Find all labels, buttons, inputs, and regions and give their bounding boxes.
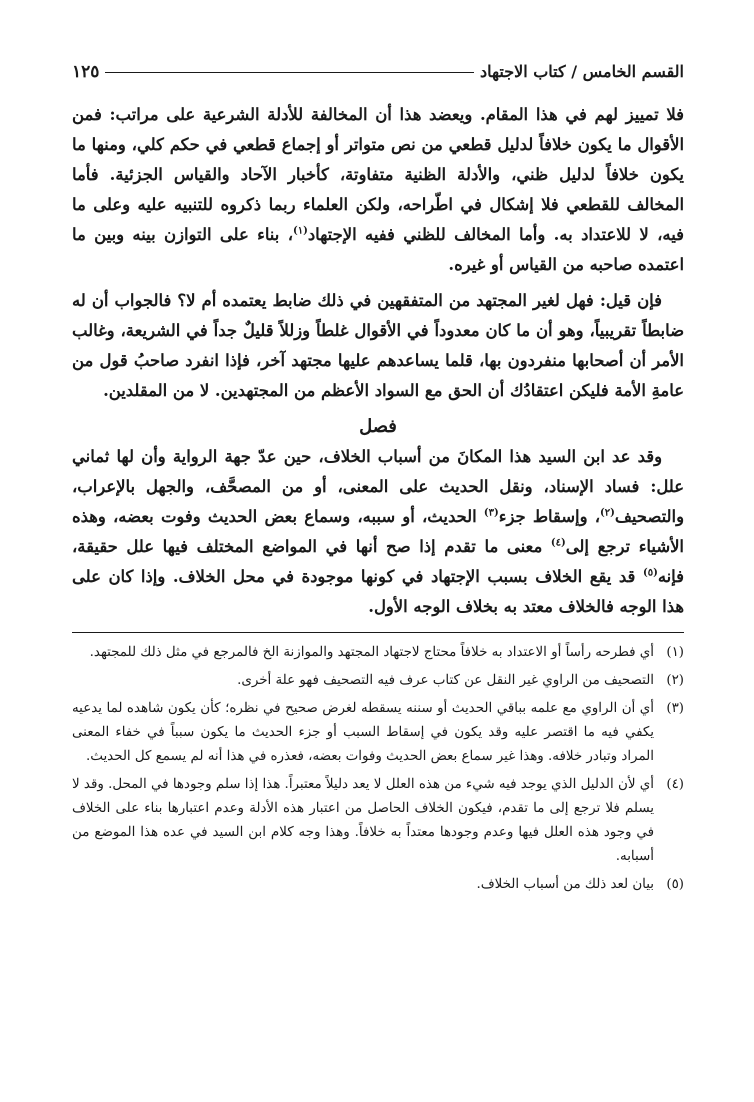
footnote-number: (٤) (666, 777, 684, 792)
footnote (72, 873, 684, 897)
footnote (72, 669, 684, 693)
paragraph (72, 442, 684, 622)
paragraph-text: فإن قيل: فهل لغير المجتهد من المتفقهين في ذلك ضابط يعتمده أم لا؟ فالجواب أن له ضابطاً تقريبياً، وهو أن ما كان معدوداً في الأقوال غلطاً وزللاً قليلٌ جداً في الشريعة، وغالب الأمر أن أصحابها منفردون بها، قلما يساعدهم عليها مجتهد آخر، فإذا انفرد صاحبُ قول من عامةِ الأمة فليكن اعتقادُك أن الحق مع السواد الأعظم من المجتهدين. لا من المقلدين. (72, 291, 684, 400)
paragraph-text: معنى ما تقدم إذا صح أنها في المواضع المختلف فيها علل حقيقة، فإنه (72, 537, 684, 586)
paragraph-text: الحديث، أو سببه، وسماع بعض الحديث وفوت بعضه، وهذه الأشياء ترجع إلى (72, 507, 684, 556)
footnote-text: بيان لعد ذلك من أسباب الخلاف. (476, 877, 654, 892)
page-number: ١٢٥ (72, 62, 100, 82)
header-title: القسم الخامس / كتاب الاجتهاد (480, 62, 684, 81)
paragraphs-after-heading (72, 442, 684, 622)
main-text (72, 100, 684, 622)
footnote-text: أي فطرحه رأساً أو الاعتداد به خلافاً محتاج لاجتهاد المجتهد والموازنة الخ فالمرجع في مثل ذلك للمجتهد. (89, 645, 654, 660)
footnote-reference: (٣) (483, 507, 499, 519)
footnotes (72, 641, 684, 897)
footnote (72, 773, 684, 869)
footnote-separator (72, 632, 684, 633)
paragraphs-before-heading (72, 100, 684, 406)
footnote-reference: (٤) (550, 537, 566, 549)
paragraph-text: ، بناء على التوازن بينه وبين ما اعتمده صاحبه من القياس أو غيره. (72, 225, 684, 274)
footnote-number: (٣) (666, 701, 684, 716)
paragraph-text: قد يقع الخلاف بسبب الإجتهاد في كونها موجودة في محل الخلاف. وإذا كان على هذا الوجه فالخلاف معتد به بخلاف الوجه الأول. (72, 567, 684, 616)
running-header (72, 62, 684, 88)
paragraph-text: وقد عد ابن السيد هذا المكانَ من أسباب الخلاف، حين عدّ جهة الرواية وأن لها ثماني علل: فساد الإسناد، ونقل الحديث على المعنى، أو من المصحَّف، والجهل بالإعراب، والتصحيف (72, 447, 684, 526)
footnote-text: أي لأن الدليل الذي يوجد فيه شيء من هذه العلل لا يعد دليلاً معتبراً. هذا إذا سلم وجودها في المحل. وقد لا يسلم فلا ترجع إلى ما تقدم، فيكون الخلاف الحاصل من اعتبار هذه الأدلة وعدم اعتبارها بناء على الخلاف في وجود هذه العلل فيها وعدم وجودها معتداً به خلافاً. وهذا وجه كلام ابن السيد في عده هذا الموضع من أسبابه. (72, 777, 654, 864)
paragraph (72, 100, 684, 280)
paragraph (72, 286, 684, 406)
section-heading: فصل (359, 416, 397, 437)
footnote-number: (٥) (666, 877, 684, 892)
footnote-text: التصحيف من الراوي غير النقل عن كتاب عرف فيه التصحيف فهو علة أخرى. (237, 673, 654, 688)
footnote-number: (٢) (666, 673, 684, 688)
footnote-number: (١) (666, 645, 684, 660)
paragraph-text: فلا تمييز لهم في هذا المقام. ويعضد هذا أن المخالفة للأدلة الشرعية على مراتب: فمن الأقوال ما يكون خلافاً لدليل قطعي من نص متواتر أو إجماع قطعي في حكم كلي، ومنها ما يكون خلافاً لدليل ظني، والأدلة الظنية متفاوتة، كأخبار الآحاد والقياس الجزئية. فأما المخالف للقطعي فلا إشكال في اطّراحه، ولكن العلماء ربما ذكروه للتنبيه عليه وعلى ما فيه، لا للاعتداد به. وأما المخالف للظني ففيه الإجتهاد (72, 105, 684, 244)
footnote-reference: (١) (292, 225, 308, 237)
footnote (72, 641, 684, 665)
header-rule (105, 72, 474, 73)
footnote (72, 697, 684, 769)
book-page (72, 62, 684, 901)
paragraph-text: ، وإسقاط جزء (498, 507, 601, 526)
footnote-text: أي أن الراوي مع علمه بباقي الحديث أو سننه يسقطه لغرض صحيح في نظره؛ كأن يكون شاهده لما يدعيه يكفي فيه ما اقتصر عليه وقد يكون في إسقاط السبب أو جزء الحديث ما يكون سبباً في خفاء المعنى المراد وتبادر خلافه. وهذا غير سماع بعض الحديث وفوات بعضه، فعذره في هذا أنه لم يسمع كل الحديث. (72, 701, 654, 764)
footnote-reference: (٥) (642, 567, 658, 579)
footnote-reference: (٢) (600, 507, 615, 519)
